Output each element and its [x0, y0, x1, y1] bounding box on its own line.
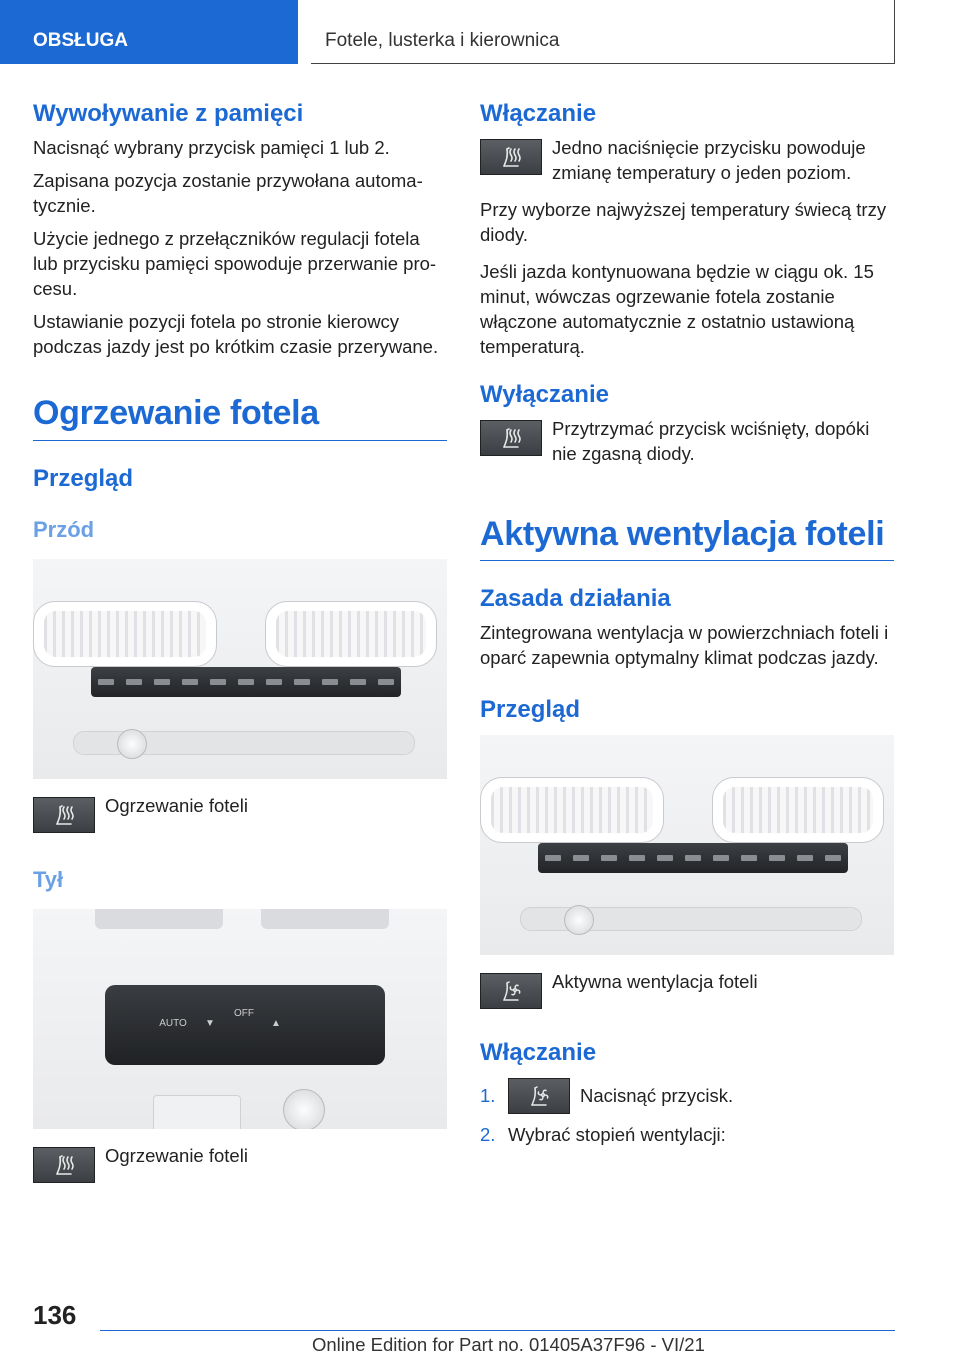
- seat-heating-icon: [480, 139, 542, 175]
- ventilation-caption: Aktywna wentylacja foteli: [552, 970, 758, 992]
- principle-text: Zintegrowana wentylacja w powierzchniach foteli i oparć zapewnia optymalny klimat podczas jazdy.: [480, 622, 889, 669]
- left-column: [33, 100, 447, 1183]
- seat-heating-icon: [480, 420, 542, 456]
- seat-heating-title: Ogrzewanie fotela: [33, 393, 447, 441]
- rear-climate-panel: AUTO ▼ OFF ▲: [105, 985, 385, 1065]
- rear-heading: Tył: [33, 867, 64, 893]
- rear-knob: [283, 1089, 325, 1129]
- section-tab: OBSŁUGA: [0, 0, 298, 64]
- front-console-photo: [33, 559, 447, 779]
- footer-divider: [100, 1330, 895, 1331]
- seat-ventilation-icon: [480, 973, 542, 1009]
- rear-auto-label: AUTO: [159, 1018, 187, 1030]
- chapter-title: Fotele, lusterka i kierownica: [311, 0, 895, 64]
- rear-console-photo: [33, 909, 447, 1129]
- memory-paragraph-4: Ustawianie pozycji fotela po stronie kierowcy podczas jazdy jest po krótkim czasie przerywane.: [33, 310, 439, 357]
- volume-knob: [564, 905, 594, 935]
- ventilation-caption-row: [480, 970, 894, 1009]
- seat-ventilation-icon: [508, 1078, 570, 1114]
- ventilation-console-photo: [480, 735, 894, 955]
- on-description: Jedno naciśnięcie przycisku powoduje zmianę temperatury o jeden poziom.: [552, 136, 866, 183]
- air-vent-left: [33, 601, 217, 667]
- step-1-text: Nacisnąć przycisk.: [580, 1085, 734, 1107]
- off-description: Przytrzymać przycisk wciśnięty, dopóki nie zgasną diody.: [552, 417, 870, 464]
- seat-heating-icon: [33, 1147, 95, 1183]
- principle-heading: Zasada działania: [480, 585, 671, 613]
- memory-heading: Wywoływanie z pamięci: [33, 100, 304, 127]
- front-heading: Przód: [33, 517, 95, 543]
- on-paragraph-2: Jeśli jazda kontynuowana będzie w ciągu ok. 15 minut, wówczas ogrzewanie fotela zostanie włączone automatycznie z ostatnio ustawioną temperaturą.: [480, 260, 874, 357]
- air-vent-right: [712, 777, 884, 843]
- rear-heating-caption-row: [33, 1147, 447, 1183]
- air-vent-left: [480, 777, 664, 843]
- front-heating-caption: Ogrzewanie foteli: [105, 795, 248, 817]
- rear-off-label: OFF: [234, 1008, 254, 1020]
- ventilation-title: Aktywna wentylacja foteli: [480, 514, 894, 562]
- edition-info: Online Edition for Part no. 01405A37F96 - VI/21: [312, 1334, 705, 1355]
- step-2-text: Wybrać stopień wentylacji:: [508, 1123, 726, 1145]
- step-1: [480, 1078, 894, 1114]
- on-icon-row: [480, 136, 894, 185]
- step-1-number: 1.: [480, 1085, 496, 1107]
- front-heating-caption-row: [33, 797, 447, 833]
- seat-heating-icon: [33, 797, 95, 833]
- on-heading: Włączanie: [480, 100, 597, 127]
- rear-heating-caption: Ogrzewanie foteli: [105, 1145, 248, 1167]
- memory-paragraph-1: Nacisnąć wybrany przycisk pamięci 1 lub 2.: [33, 136, 390, 158]
- off-icon-row: [480, 417, 894, 466]
- climate-control-strip: [91, 667, 401, 697]
- memory-paragraph-3: Użycie jednego z przełączników regulacji fotela lub przycisku pamięci spowoduje przerwanie pro‐cesu.: [33, 227, 437, 299]
- overview-heading: Przegląd: [33, 464, 134, 492]
- on-paragraph-1: Przy wyborze najwyższej temperatury świecą trzy diody.: [480, 198, 887, 245]
- overview-heading-right: Przegląd: [480, 696, 581, 724]
- air-vent-right: [265, 601, 437, 667]
- enable-heading: Włączanie: [480, 1038, 597, 1066]
- climate-control-strip: [538, 843, 848, 873]
- off-heading: Wyłączanie: [480, 380, 609, 408]
- page-number: 136: [33, 1300, 77, 1330]
- step-2-number: 2.: [480, 1123, 496, 1145]
- right-column: [480, 100, 894, 1155]
- memory-paragraph-2: Zapisana pozycja zostanie przywołana automa‐tycznie.: [33, 169, 423, 216]
- step-2: [480, 1122, 894, 1147]
